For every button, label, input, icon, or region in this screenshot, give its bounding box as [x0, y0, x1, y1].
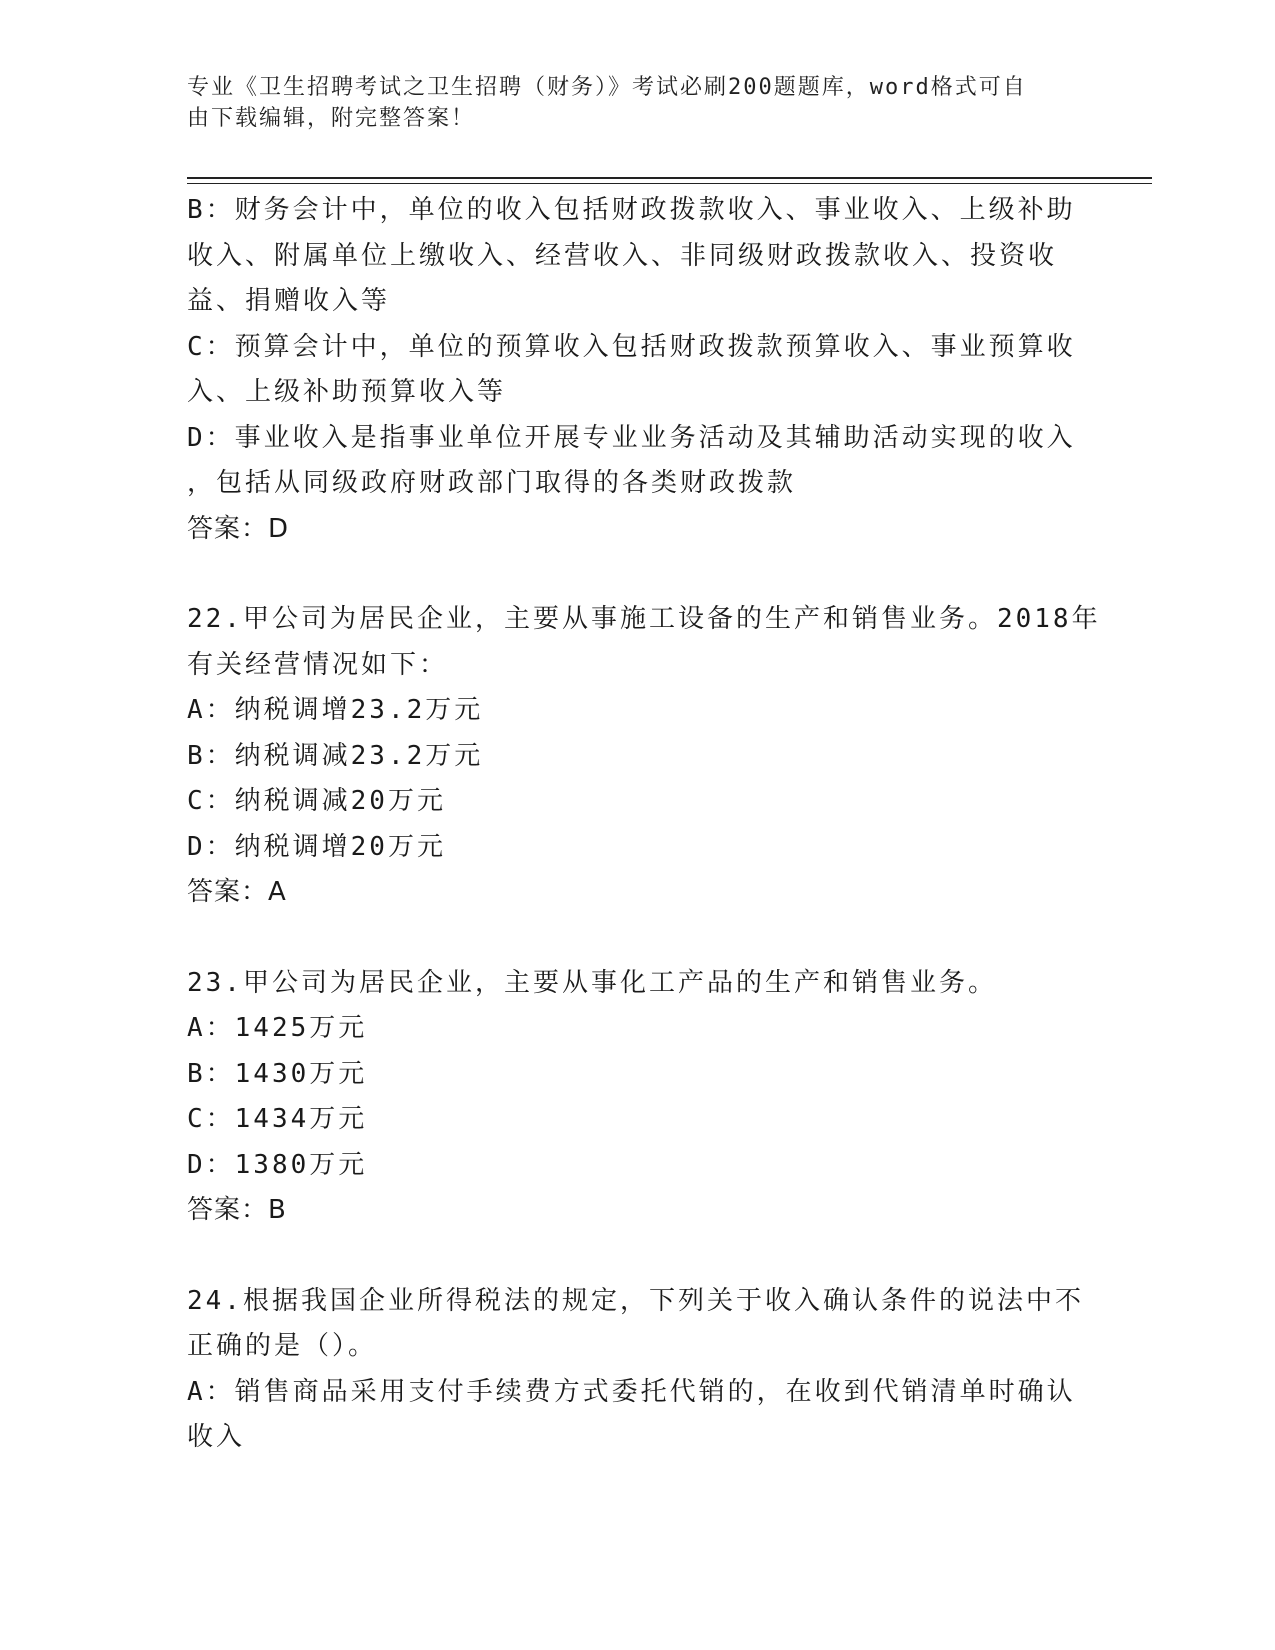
- option-d: D：纳税调增20万元: [187, 831, 446, 862]
- option-d-line: ，包括从同级政府财政部门取得的各类财政拨款: [187, 468, 797, 498]
- answer-label: 答案：A: [187, 877, 287, 907]
- question-23: [187, 961, 1087, 1234]
- option-b-line: B：财务会计中，单位的收入包括财政拨款收入、事业收入、上级补助: [187, 195, 1076, 225]
- question-stem: 正确的是（）。: [187, 1331, 378, 1361]
- option-b-line: 收入、附属单位上缴收入、经营收入、非同级财政拨款收入、投资收: [187, 240, 1058, 271]
- spacer: [187, 552, 1087, 597]
- question-stem: 24.根据我国企业所得税法的规定，下列关于收入确认条件的说法中不: [187, 1285, 1084, 1316]
- option-c-line: 入、上级补助预算收入等: [187, 377, 507, 407]
- spacer: [187, 1234, 1087, 1279]
- answer-label: 答案：B: [187, 1195, 287, 1225]
- option-c: C：纳税调减20万元: [187, 786, 446, 816]
- question-stem: 23.甲公司为居民企业，主要从事化工产品的生产和销售业务。: [187, 967, 997, 998]
- document-header: [187, 72, 1067, 134]
- question-stem: 22.甲公司为居民企业，主要从事施工设备的生产和销售业务。2018年: [187, 604, 1101, 634]
- option-d-line: D：事业收入是指事业单位开展专业业务活动及其辅助活动实现的收入: [187, 422, 1076, 453]
- option-a-line: 收入: [187, 1422, 246, 1452]
- option-b: B：纳税调减23.2万元: [187, 740, 484, 771]
- option-b: B：1430万元: [187, 1058, 368, 1089]
- option-c-line: C：预算会计中，单位的预算收入包括财政拨款预算收入、事业预算收: [187, 331, 1076, 362]
- header-title-line-2: 由下载编辑，附完整答案！: [187, 106, 476, 131]
- question-content: [187, 188, 1101, 1461]
- option-b-line: 益、捐赠收入等: [187, 286, 391, 316]
- question-21: [187, 188, 1087, 552]
- header-title-line-1: 专业《卫生招聘考试之卫生招聘（财务）》考试必刷200题题库，word格式可自: [187, 75, 1027, 100]
- option-a: A：纳税调增23.2万元: [187, 695, 484, 725]
- question-24: [187, 1279, 1087, 1461]
- question-stem: 有关经营情况如下：: [187, 649, 449, 680]
- header-divider-thick: [187, 177, 1152, 179]
- spacer: [187, 916, 1087, 961]
- option-d: D：1380万元: [187, 1149, 368, 1180]
- question-22: [187, 597, 1101, 916]
- option-a-line: A：销售商品采用支付手续费方式委托代销的，在收到代销清单时确认: [187, 1376, 1076, 1407]
- header-divider-thin: [187, 183, 1152, 184]
- answer-label: 答案：D: [187, 513, 290, 544]
- option-a: A：1425万元: [187, 1013, 368, 1043]
- option-c: C：1434万元: [187, 1104, 368, 1134]
